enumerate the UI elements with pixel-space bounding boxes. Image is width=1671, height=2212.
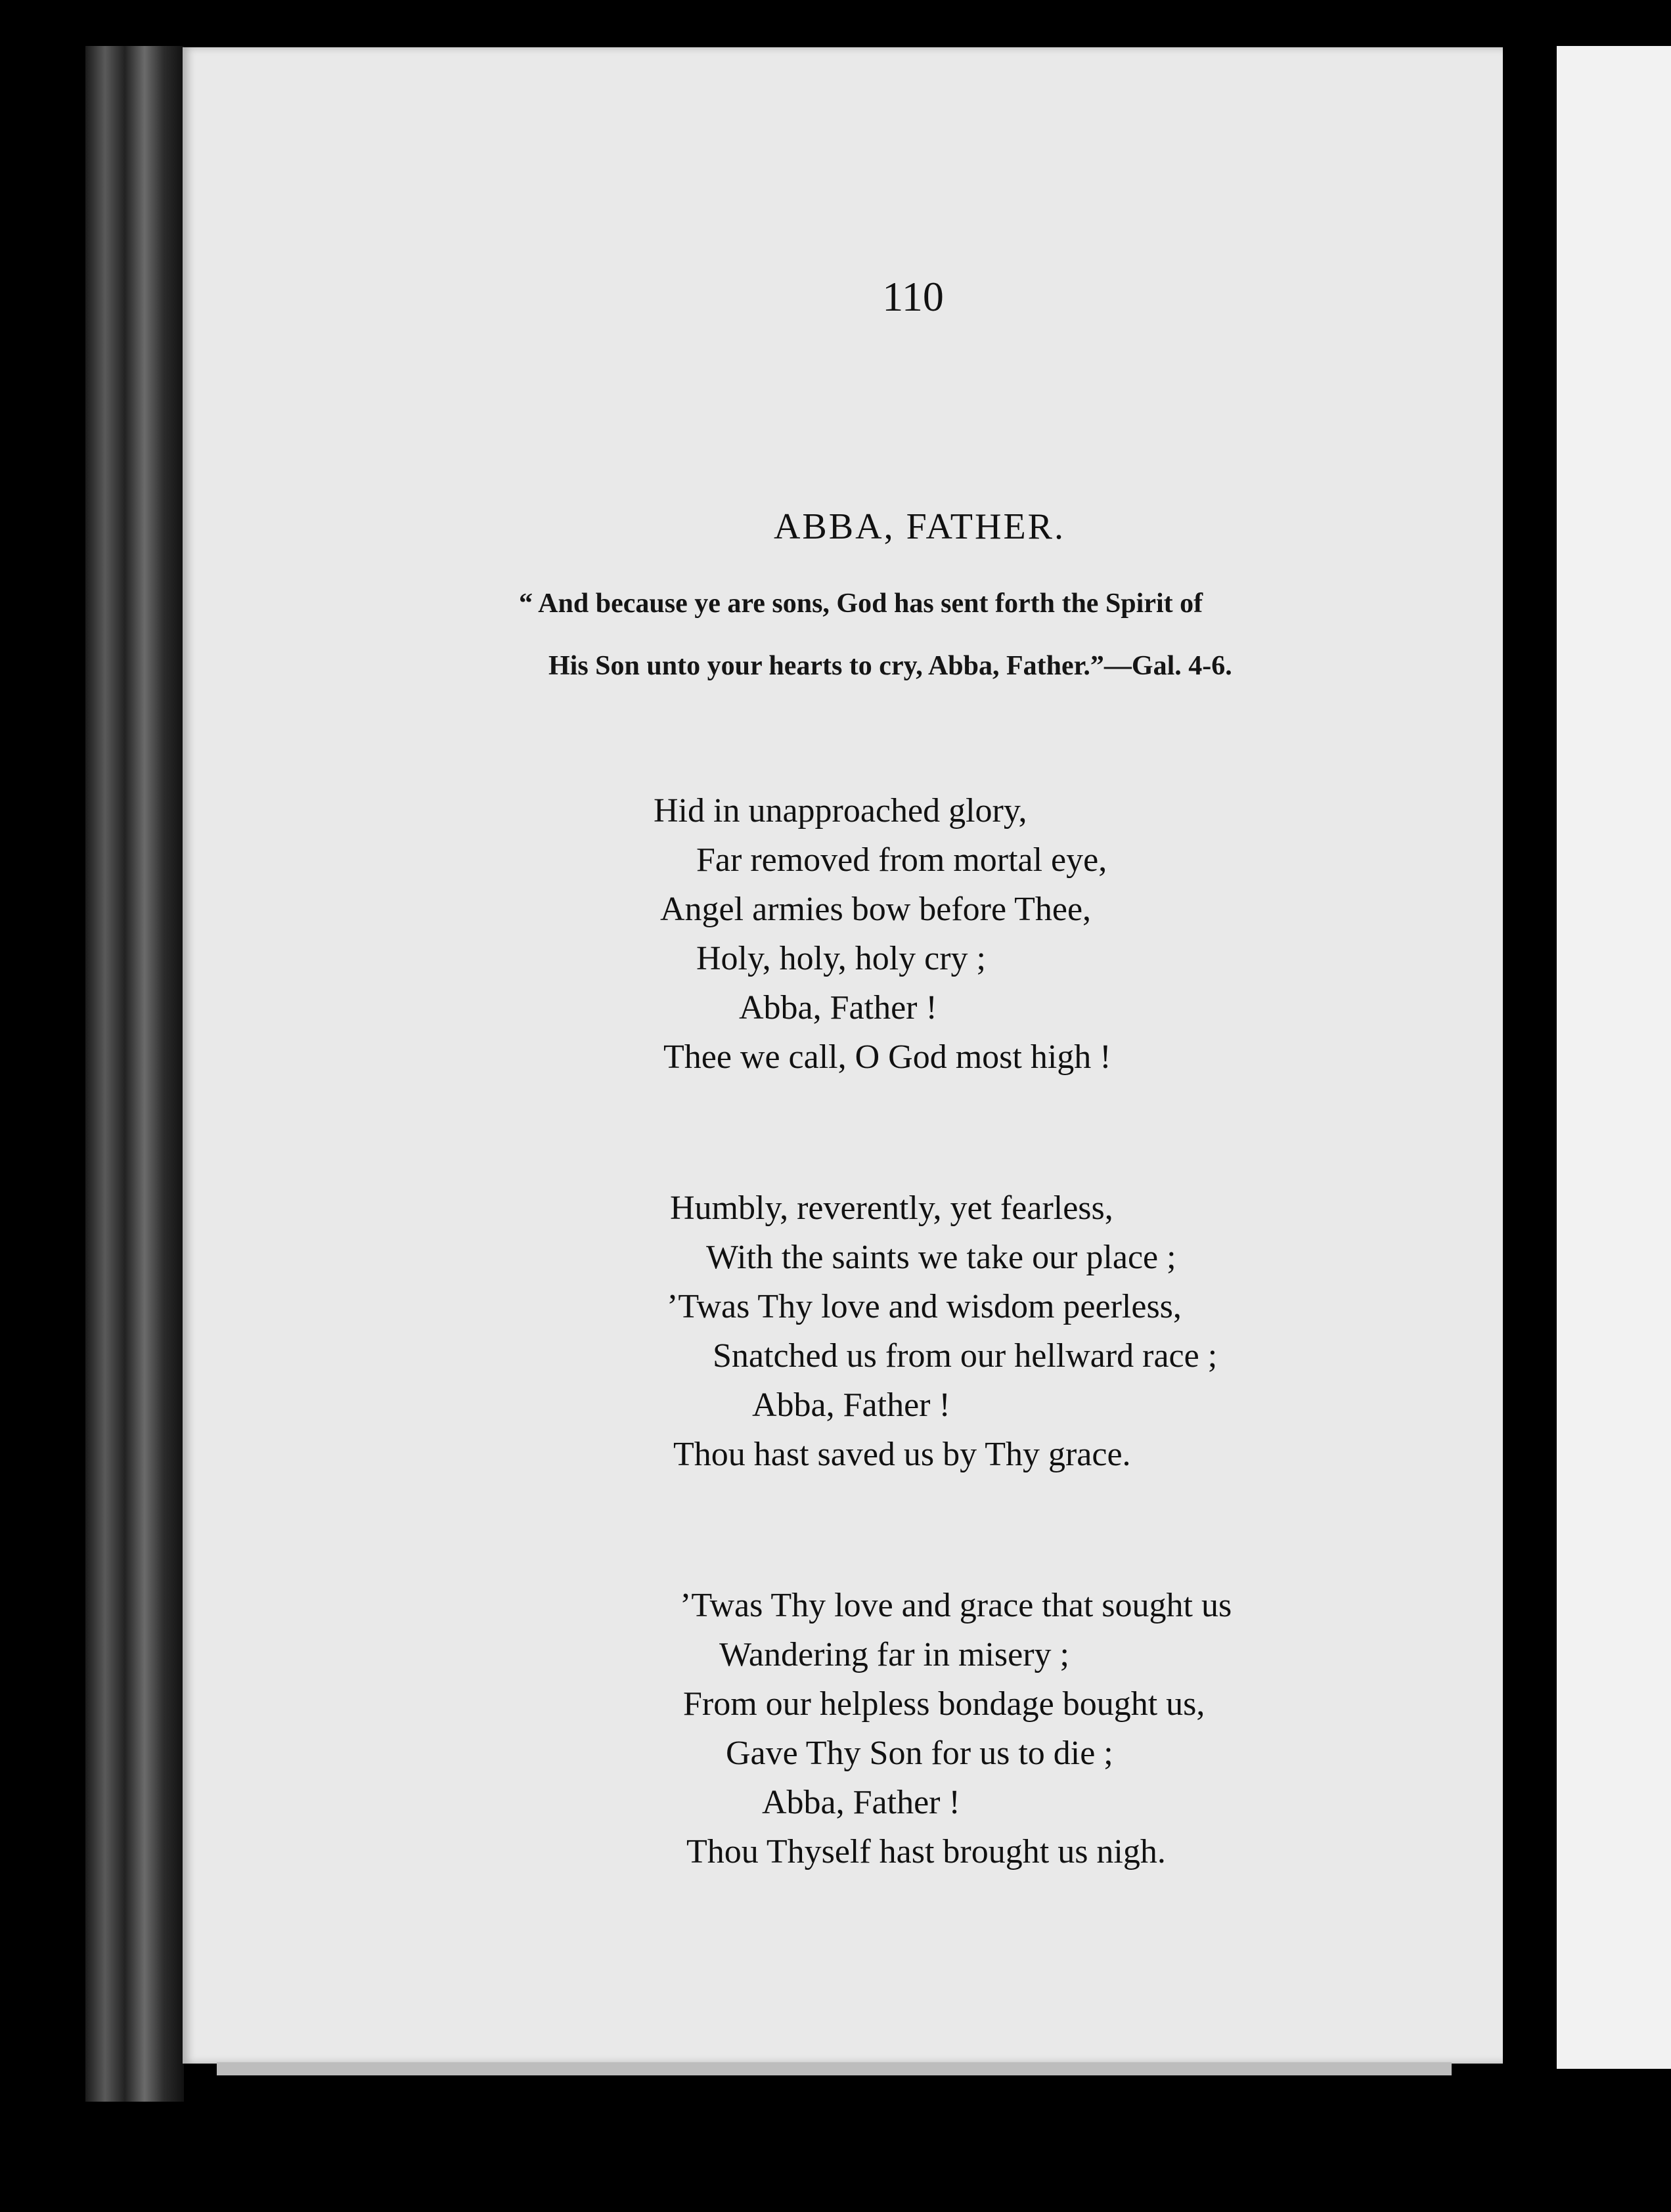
book-binding xyxy=(85,46,184,2102)
verse-line: Far removed from mortal eye, xyxy=(696,841,1107,879)
verse-line: Thou hast saved us by Thy grace. xyxy=(673,1436,1131,1473)
verse-line: Angel armies bow before Thee, xyxy=(660,891,1092,928)
verse-line: Thee we call, O God most high ! xyxy=(663,1038,1111,1076)
verse-line: With the saints we take our place ; xyxy=(706,1239,1176,1276)
verse-line: Snatched us from our hellward race ; xyxy=(713,1337,1218,1375)
verse-line: Hid in unapproached glory, xyxy=(654,792,1027,830)
facing-page-strip xyxy=(1557,46,1671,2069)
verse-line: Abba, Father ! xyxy=(739,989,937,1027)
epigraph-line: “ And because ye are sons, God has sent forth the Spirit of xyxy=(519,588,1203,619)
verse-line: ’Twas Thy love and grace that sought us xyxy=(680,1587,1232,1624)
verse-line: Holy, holy, holy cry ; xyxy=(696,940,986,977)
page-gutter xyxy=(1503,46,1557,2069)
verse-line: Abba, Father ! xyxy=(762,1784,960,1821)
verse-line: From our helpless bondage bought us, xyxy=(683,1685,1205,1723)
verse-line: ’Twas Thy love and wisdom peerless, xyxy=(667,1288,1182,1325)
hymn-title: ABBA, FATHER. xyxy=(773,506,1065,547)
verse-line: Gave Thy Son for us to die ; xyxy=(726,1735,1113,1772)
verse-line: Wandering far in misery ; xyxy=(719,1636,1069,1673)
verse-line: Abba, Father ! xyxy=(752,1386,950,1424)
page-bottom-edge xyxy=(217,2062,1452,2075)
epigraph-line: His Son unto your hearts to cry, Abba, Father.”—Gal. 4-6. xyxy=(548,651,1232,681)
verse-line: Humbly, reverently, yet fearless, xyxy=(670,1189,1113,1227)
verse-line: Thou Thyself hast brought us nigh. xyxy=(686,1833,1166,1870)
page-number: 110 xyxy=(882,273,944,320)
